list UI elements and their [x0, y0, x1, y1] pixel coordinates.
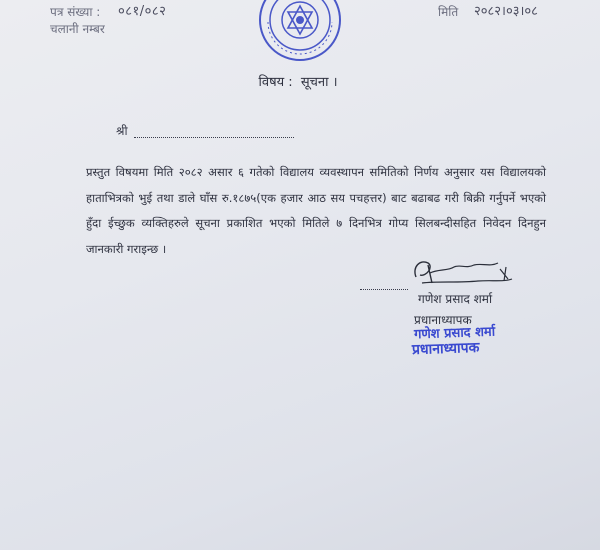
subject-line [0, 72, 600, 90]
date-value: २०८२।०३।०८ [474, 4, 538, 19]
school-seal-icon [258, 0, 342, 62]
stamp-name: गणेश प्रसाद शर्मा [413, 324, 496, 343]
stamp-title: प्रधानाध्यापक [411, 339, 480, 359]
reference-number-label: पत्र संख्या : [50, 5, 101, 19]
addressee-line [116, 122, 294, 139]
signer-name: गणेश प्रसाद शर्मा [418, 292, 493, 306]
signer-title: प्रधानाध्यापक [414, 313, 472, 327]
addressee-prefix: श्री [116, 124, 128, 138]
handwritten-signature-icon [408, 255, 518, 291]
reference-number-value: ०८१/०८२ [118, 4, 167, 19]
subject-value: सूचना । [300, 75, 338, 90]
dispatch-number-label: चलानी नम्बर [50, 22, 105, 36]
addressee-blank [134, 125, 294, 138]
subject-label: विषय : [258, 75, 293, 90]
notice-body: प्रस्तुत विषयमा मिति २०८२ असार ६ गतेको विद्यालय व्यवस्थापन समितिको निर्णय अनुसार यस विद्यालयको हाताभित्रको भुई तथा डाले घाँस रु.१८७५(एक हजार आठ सय पचहत्तर) बाट बढाबढ गरी बिक्री गर्नुपर्ने भएको हुँदा ईच्छुक व्यक्तिहरुले सूचना प्रकाशित भएको मितिले ७ दिनभित्र गोप्य सिलबन्दीसहित निवेदन दिनहुन जानकारी गराइन्छ । [86, 165, 546, 256]
date-label: मिति [438, 5, 459, 19]
signature-dotted-line [360, 289, 408, 290]
